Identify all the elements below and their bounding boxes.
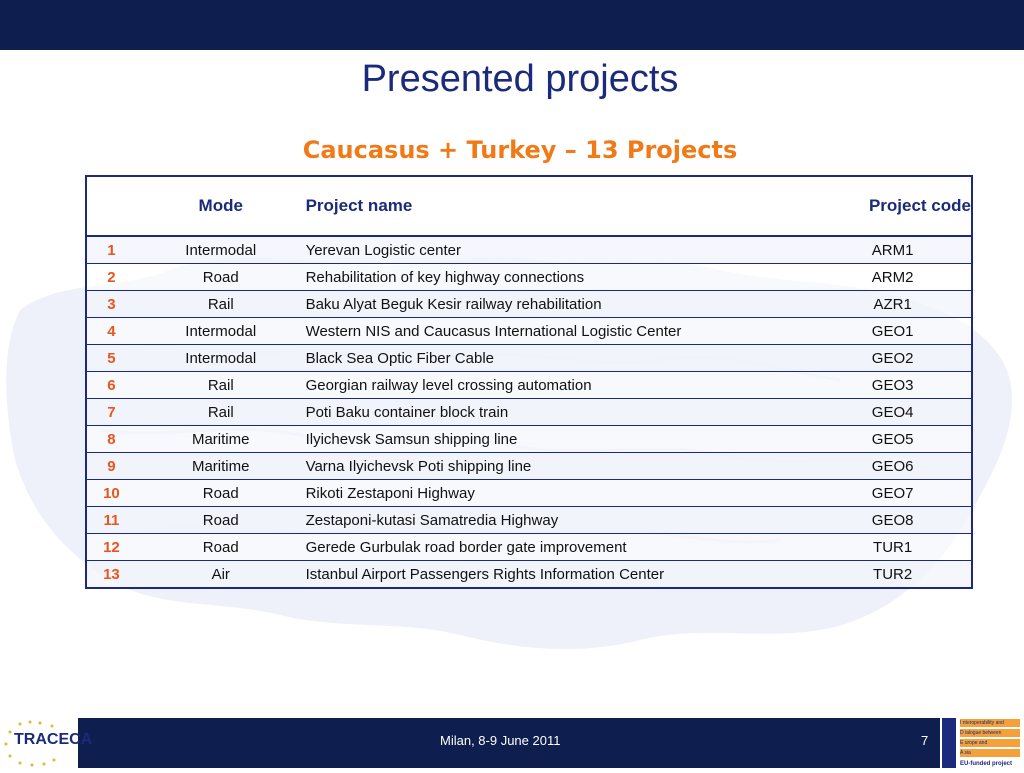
row-mode: Intermodal	[136, 345, 306, 372]
row-project-name: Zestaponi-kutasi Samatredia Highway	[306, 507, 815, 534]
idea-logo-line: E urope and	[960, 739, 1020, 747]
row-number: 7	[86, 399, 136, 426]
row-number: 4	[86, 318, 136, 345]
row-number: 3	[86, 291, 136, 318]
header-mode: Mode	[136, 176, 306, 236]
table-row	[86, 345, 972, 372]
row-project-name: Gerede Gurbulak road border gate improvement	[306, 534, 815, 561]
idea-logo-vertical-bar	[942, 718, 956, 768]
row-project-code: GEO8	[814, 507, 972, 534]
row-project-code: AZR1	[814, 291, 972, 318]
table-row	[86, 507, 972, 534]
slide-subtitle: Caucasus + Turkey – 13 Projects	[302, 136, 738, 164]
table-row	[86, 561, 972, 589]
row-project-name: Western NIS and Caucasus International Logistic Center	[306, 318, 815, 345]
header-project-code: Project code	[814, 176, 972, 236]
row-project-name: Rikoti Zestaponi Highway	[306, 480, 815, 507]
row-project-name: Istanbul Airport Passengers Rights Information Center	[306, 561, 815, 589]
row-mode: Intermodal	[136, 318, 306, 345]
table-row	[86, 236, 972, 264]
row-project-name: Ilyichevsk Samsun shipping line	[306, 426, 815, 453]
row-project-code: GEO6	[814, 453, 972, 480]
row-mode: Maritime	[136, 426, 306, 453]
page-number: 7	[921, 733, 929, 748]
row-project-code: ARM1	[814, 236, 972, 264]
row-project-name: Varna Ilyichevsk Poti shipping line	[306, 453, 815, 480]
idea-logo-line: A sia	[960, 749, 1020, 757]
idea-logo-line: I nteroperability and	[960, 719, 1020, 727]
table-row	[86, 534, 972, 561]
row-project-name: Poti Baku container block train	[306, 399, 815, 426]
row-number: 5	[86, 345, 136, 372]
row-number: 1	[86, 236, 136, 264]
row-project-name: Yerevan Logistic center	[306, 236, 815, 264]
row-project-code: GEO2	[814, 345, 972, 372]
row-number: 8	[86, 426, 136, 453]
row-project-code: ARM2	[814, 264, 972, 291]
table-row	[86, 318, 972, 345]
row-mode: Intermodal	[136, 236, 306, 264]
row-number: 13	[86, 561, 136, 589]
table-row	[86, 264, 972, 291]
row-mode: Road	[136, 507, 306, 534]
row-project-code: GEO5	[814, 426, 972, 453]
table-row	[86, 291, 972, 318]
row-mode: Road	[136, 480, 306, 507]
row-project-code: TUR1	[814, 534, 972, 561]
row-project-code: GEO3	[814, 372, 972, 399]
row-project-code: TUR2	[814, 561, 972, 589]
table-row	[86, 453, 972, 480]
header-project-name: Project name	[306, 176, 815, 236]
slide-title: Presented projects	[361, 58, 679, 100]
row-mode: Rail	[136, 372, 306, 399]
table-row	[86, 372, 972, 399]
row-project-code: GEO4	[814, 399, 972, 426]
idea-logo-line: D ialogue between	[960, 729, 1020, 737]
row-mode: Maritime	[136, 453, 306, 480]
row-number: 11	[86, 507, 136, 534]
top-bar	[0, 0, 1024, 50]
row-project-code: GEO7	[814, 480, 972, 507]
row-number: 2	[86, 264, 136, 291]
traceca-logo-text: TRACECA	[14, 731, 93, 748]
row-mode: Rail	[136, 291, 306, 318]
row-mode: Road	[136, 264, 306, 291]
table-header-row	[86, 176, 972, 236]
row-project-name: Georgian railway level crossing automation	[306, 372, 815, 399]
row-mode: Rail	[136, 399, 306, 426]
row-project-code: GEO1	[814, 318, 972, 345]
row-number: 12	[86, 534, 136, 561]
eu-funded-label: EU-funded project	[960, 761, 1012, 767]
row-project-name: Black Sea Optic Fiber Cable	[306, 345, 815, 372]
row-number: 10	[86, 480, 136, 507]
row-mode: Air	[136, 561, 306, 589]
row-mode: Road	[136, 534, 306, 561]
projects-table	[85, 175, 973, 589]
header-number	[86, 176, 136, 236]
table-row	[86, 426, 972, 453]
table-row	[86, 399, 972, 426]
row-number: 9	[86, 453, 136, 480]
row-number: 6	[86, 372, 136, 399]
table-row	[86, 480, 972, 507]
row-project-name: Baku Alyat Beguk Kesir railway rehabilitation	[306, 291, 815, 318]
footer-location-date: Milan, 8-9 June 2011	[440, 733, 561, 748]
row-project-name: Rehabilitation of key highway connections	[306, 264, 815, 291]
